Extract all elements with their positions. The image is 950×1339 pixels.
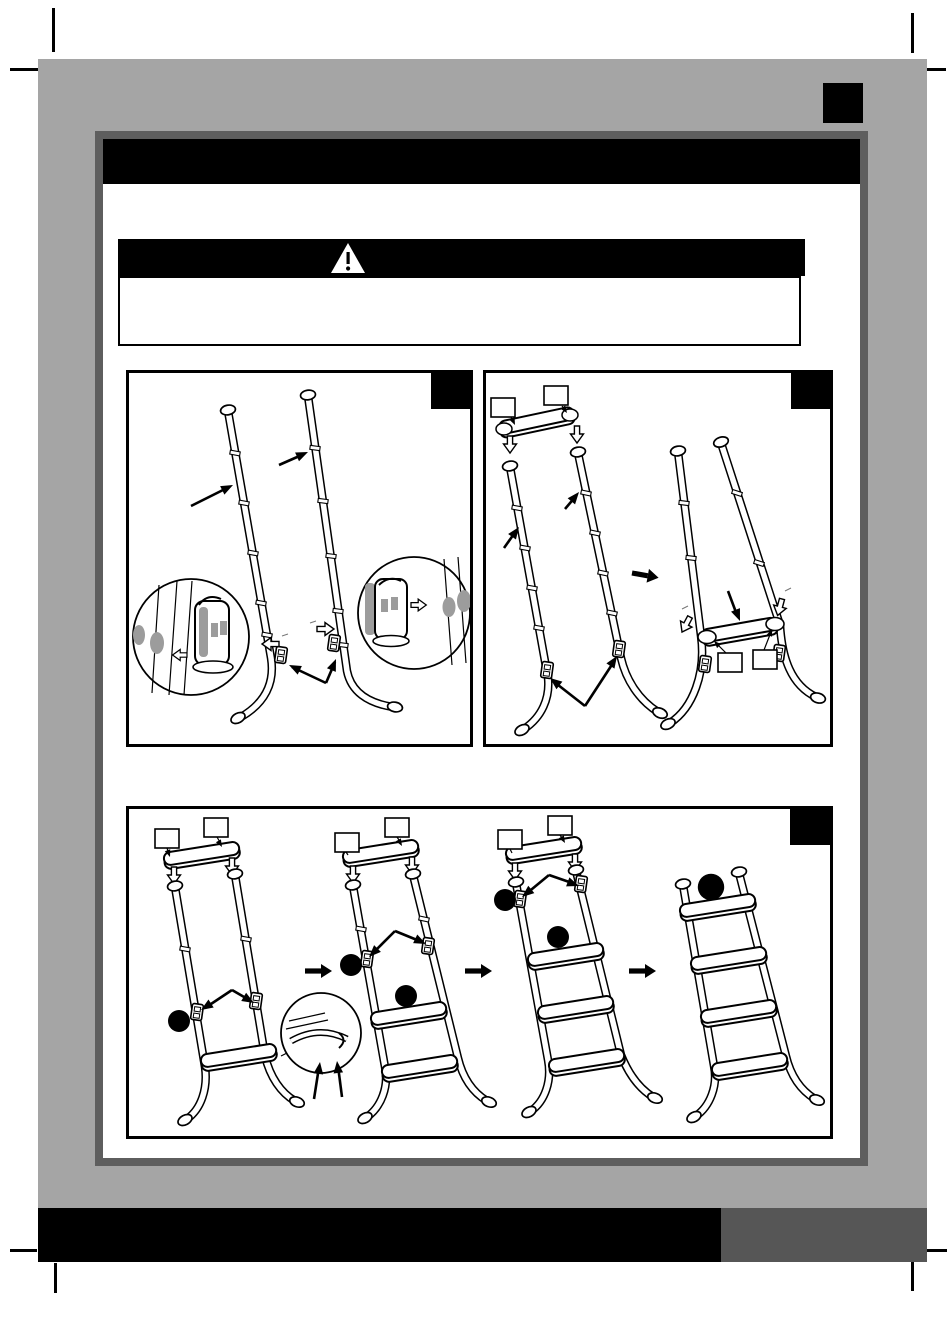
assembly-stage-1 (155, 818, 361, 1128)
warning-banner (118, 239, 805, 276)
step-marker-dot (494, 889, 516, 911)
callout-box (718, 653, 742, 672)
ladder-leg-right (570, 446, 669, 720)
assembled-leg-pair (659, 435, 826, 731)
step2-number-box (791, 373, 830, 409)
next-arrow-icon (629, 964, 656, 978)
next-arrow-icon (465, 964, 492, 978)
warning-body (118, 276, 801, 346)
pointer-arrow-icon (191, 448, 310, 506)
step-marker-dot (340, 954, 362, 976)
crop-mark (911, 13, 914, 53)
magnifier-detail-left (133, 579, 249, 695)
step2-panel (483, 370, 833, 747)
callout-box (498, 830, 522, 849)
step-marker-dot (547, 926, 569, 948)
step2-figure (486, 373, 830, 744)
assembly-stage-3 (494, 816, 664, 1120)
next-arrow-icon (305, 964, 332, 978)
crop-mark (52, 8, 55, 52)
ladder-leg-left (502, 460, 549, 738)
magnifier-detail-right (358, 557, 470, 669)
next-arrow-icon (631, 566, 660, 584)
callout-box (385, 818, 409, 837)
double-pointer-arrow-icon (287, 657, 341, 683)
step1-figure (129, 373, 470, 744)
callout-box (544, 386, 568, 405)
floating-step-rung (491, 386, 584, 453)
magnifier-detail (281, 993, 361, 1099)
callout-box (155, 829, 179, 848)
callout-box (753, 650, 777, 669)
footer-bar (38, 1208, 721, 1262)
step3-figure (129, 809, 830, 1136)
step-marker-dot (395, 985, 417, 1007)
crop-mark (54, 1263, 57, 1293)
crop-mark (911, 1260, 914, 1291)
step-marker-dot (698, 874, 724, 900)
ladder-leg-right (300, 389, 403, 713)
footer-accent-bar (721, 1208, 927, 1262)
callout-box (335, 833, 359, 852)
step1-number-box (431, 373, 470, 409)
warning-triangle-icon (330, 242, 366, 274)
callout-box (491, 398, 515, 417)
callout-box (548, 816, 572, 835)
crop-mark (10, 1249, 37, 1252)
step3-number-box (790, 809, 830, 845)
step-marker-dot (168, 1010, 190, 1032)
step3-panel (126, 806, 833, 1139)
step1-panel (126, 370, 473, 747)
header-bar (103, 139, 860, 184)
callout-box (204, 818, 228, 837)
double-pointer-arrow-icon (547, 653, 621, 706)
assembly-stage-4-complete (675, 866, 826, 1125)
page-number-box (823, 83, 863, 123)
